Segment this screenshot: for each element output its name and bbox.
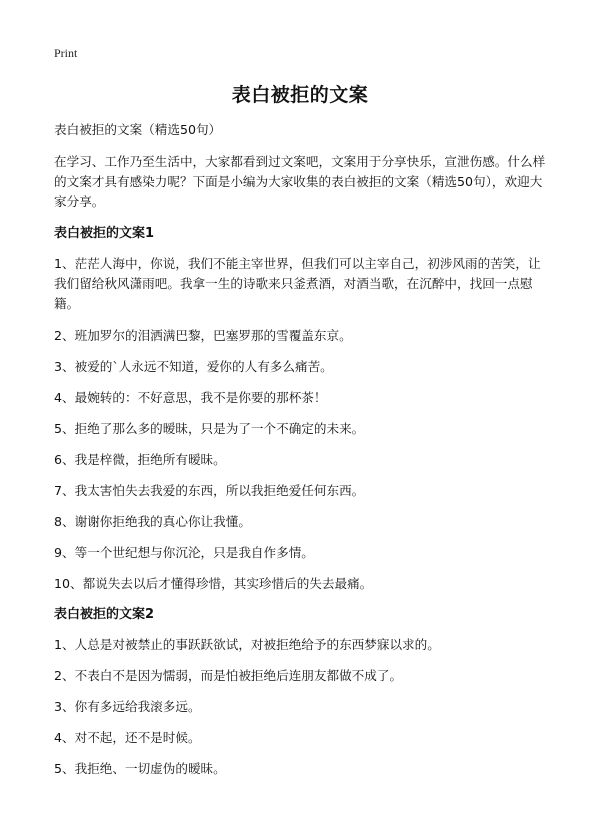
list-item: 2、不表白不是因为懦弱，而是怕被拒绝后连朋友都做不成了。 — [54, 668, 403, 683]
list-item: 9、等一个世纪想与你沉沦，只是我自作多情。 — [54, 545, 314, 560]
list-item: 4、最婉转的：不好意思，我不是你要的那杯茶！ — [54, 390, 327, 405]
list-item: 7、我太害怕失去我爱的东西，所以我拒绝爱任何东西。 — [54, 483, 365, 498]
list-item: 10、都说失去以后才懂得珍惜，其实珍惜后的失去最痛。 — [54, 576, 373, 591]
section-heading: 表白被拒的文案2 — [54, 607, 155, 622]
list-item: 5、我拒绝、一切虚伪的暧昧。 — [54, 761, 226, 776]
list-item: 3、被爱的`人永远不知道，爱你的人有多么痛苦。 — [54, 359, 333, 374]
list-item: 1、茫茫人海中，你说，我们不能主宰世界，但我们可以主宰自己，初涉风雨的苦笑，让我们留给秋风潇雨吧。我拿一生的诗歌来只釜煮酒，对酒当歌，在沉醉中，找回一点慰籍。 — [54, 256, 541, 311]
page-title: 表白被拒的文案 — [231, 84, 369, 106]
list-item: 4、对不起，还不是时候。 — [54, 730, 201, 745]
article-body — [54, 120, 552, 790]
list-item: 6、我是梓微，拒绝所有暧昧。 — [54, 452, 226, 467]
print-link[interactable]: Print — [54, 46, 78, 60]
list-item: 3、你有多远给我滚多远。 — [54, 699, 201, 714]
list-item: 8、谢谢你拒绝我的真心你让我懂。 — [54, 514, 251, 529]
section-heading: 表白被拒的文案1 — [54, 226, 155, 241]
list-item: 2、班加罗尔的泪洒满巴黎，巴塞罗那的雪覆盖东京。 — [54, 328, 352, 343]
list-item: 1、人总是对被禁止的事跃跃欲试，对被拒绝给予的东西梦寐以求的。 — [54, 637, 440, 652]
article-intro: 在学习、工作乃至生活中，大家都看到过文案吧，文案用于分享快乐，宣泄伤感。什么样的文案才具有感染力呢？下面是小编为大家收集的表白被拒的文案（精选50句），欢迎大家分享。 — [54, 154, 546, 209]
list-item: 5、拒绝了那么多的暧昧，只是为了一个不确定的未来。 — [54, 421, 365, 436]
article-subtitle: 表白被拒的文案（精选50句） — [54, 122, 222, 137]
